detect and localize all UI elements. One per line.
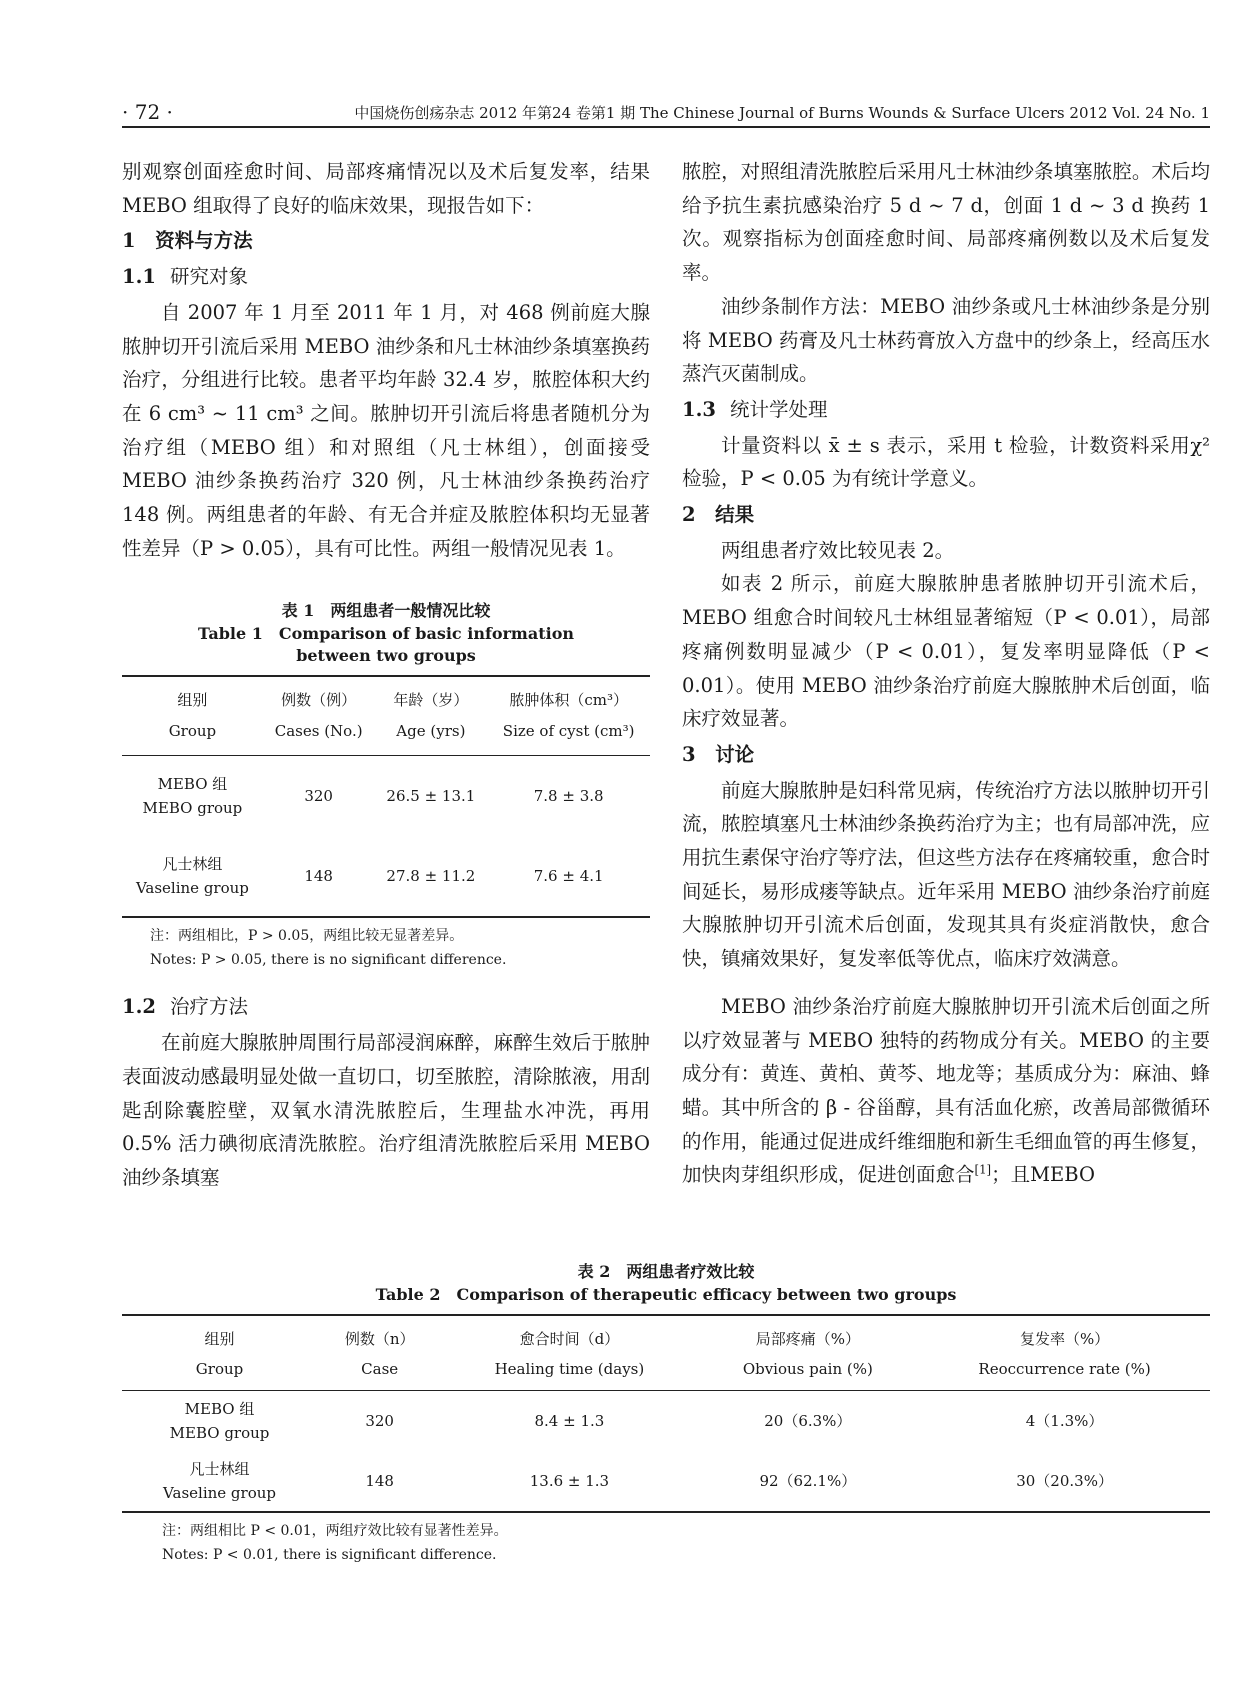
subsection-heading-subjects — [122, 260, 650, 294]
cases-cell: 320 — [365, 1412, 394, 1430]
table-2 — [122, 1260, 1210, 1567]
table-header-cn: 例数（例） — [281, 691, 357, 710]
subsection-number: 1.3 — [682, 397, 716, 421]
page-number: · 72 · — [122, 100, 173, 124]
discussion-tail: ；且MEBO — [991, 1163, 1095, 1187]
healing-time-cell: 13.6 ± 1.3 — [529, 1472, 610, 1490]
pain-cell: 92（62.1%） — [759, 1472, 857, 1490]
group-cell — [122, 1391, 317, 1452]
table-header-en: Reoccurrence rate (%) — [978, 1360, 1151, 1378]
table-1-caption-en-2: between two groups — [296, 646, 476, 666]
table-header-cn: 例数（n） — [344, 1330, 415, 1348]
table-1-caption-en-1: Table 1 Comparison of basic information — [197, 624, 575, 644]
intro-continuation: 别观察创面痊愈时间、局部疼痛情况以及术后复发率，结果 MEBO 组取得了良好的临床效果，现报告如下： — [122, 160, 650, 217]
group-en: MEBO group — [142, 799, 243, 818]
table-2-grid — [122, 1314, 1210, 1513]
table-1-grid — [122, 675, 650, 918]
group-cn: 凡士林组 — [162, 855, 223, 874]
table-row — [122, 1391, 1210, 1452]
section-heading-results: 2 结果 — [682, 503, 755, 527]
table-header-row — [122, 1354, 1210, 1391]
left-column — [122, 155, 650, 1195]
table-header-en: Group — [168, 722, 217, 741]
subsection-number: 1.1 — [122, 265, 156, 289]
paragraph-subjects: 自 2007 年 1 月至 2011 年 1 月，对 468 例前庭大腺脓肿切开引流后采用 MEBO 油纱条和凡士林油纱条填塞换药治疗，分组进行比较。患者平均年龄 32.4 岁，脓腔体积大约在 6 cm³ ~ 11 cm³ 之间。脓肿切开引流后将患者随机分为治疗组（MEBO 组）和对照组（凡士林组），创面接受 MEBO 油纱条换药治疗 320 例，凡士林油纱条换药治疗 148 例。两组患者的年龄、有无合并症及脓腔体积均无显著性差异（P > 0.05），具有可比性。两组一般情况见表 1。 — [122, 300, 650, 560]
table-1-note-cn: 注：两组相比，P > 0.05，两组比较无显著差异。 — [150, 928, 464, 945]
table-header-en: Healing time (days) — [494, 1360, 645, 1378]
table-header-row — [122, 715, 650, 756]
subsection-title: 治疗方法 — [169, 995, 248, 1019]
group-cell — [122, 756, 263, 837]
group-en: MEBO group — [169, 1424, 270, 1442]
table-2-notes — [122, 1519, 1210, 1567]
table-header-cn: 年龄（岁） — [393, 691, 469, 710]
page-header — [122, 100, 1210, 128]
table-header-cn: 脓肿体积（cm³） — [509, 691, 628, 710]
table-header-row — [122, 1315, 1210, 1354]
subsection-heading-treatment — [122, 990, 650, 1024]
group-cn: MEBO 组 — [184, 1400, 255, 1418]
table-1 — [122, 599, 650, 972]
table-header-cn: 复发率（%） — [1019, 1330, 1110, 1348]
table-1-notes — [122, 924, 650, 972]
running-head: 中国烧伤创疡杂志 2012 年第24 卷第1 期 The Chinese Journal of Burns Wounds & Surface Ulcers 2012 Vol. 24 No. 1 — [354, 104, 1210, 122]
section-heading-methods: 1 资料与方法 — [122, 229, 253, 253]
size-cell: 7.6 ± 4.1 — [533, 867, 604, 886]
table-1-note-en: Notes: P > 0.05, there is no significant difference. — [150, 952, 507, 969]
section-heading-discussion: 3 讨论 — [682, 742, 755, 766]
cases-cell: 148 — [304, 867, 333, 886]
paragraph-discussion-1: 前庭大腺脓肿是妇科常见病，传统治疗方法以脓肿切开引流，脓腔填塞凡士林油纱条换药治疗为主；也有局部冲洗，应用抗生素保守治疗等疗法，但这些方法存在疼痛较重，愈合时间延长，易形成瘘等缺点。近年采用 MEBO 油纱条治疗前庭大腺脓肿切开引流术后创面，发现其具有炎症消散快，愈合快，镇痛效果好，复发率低等优点，临床疗效满意。 — [682, 778, 1210, 971]
age-cell: 26.5 ± 13.1 — [386, 787, 476, 806]
paragraph-results-2: 如表 2 所示，前庭大腺脓肿患者脓肿切开引流术后，MEBO 组愈合时间较凡士林组显著缩短（P < 0.01），局部疼痛例数明显减少（P < 0.01），复发率明显降低（P < 0.01）。使用 MEBO 油纱条治疗前庭大腺脓肿术后创面，临床疗效显著。 — [682, 572, 1210, 731]
paragraph-treatment-continued: 脓腔，对照组清洗脓腔后采用凡士林油纱条填塞脓腔。术后均给予抗生素抗感染治疗 5 d ~ 7 d，创面 1 d ~ 3 d 换药 1 次。观察指标为创面痊愈时间、局部疼痛例数以及术后复发率。 — [682, 160, 1210, 285]
table-1-caption-cn: 表 1 两组患者一般情况比较 — [281, 601, 491, 621]
table-header-en: Age (yrs) — [396, 722, 466, 741]
table-header-row — [122, 676, 650, 715]
table-header-en: Obvious pain (%) — [742, 1360, 873, 1378]
table-row — [122, 1451, 1210, 1512]
citation-ref: [1] — [974, 1162, 992, 1177]
recurrence-cell: 30（20.3%） — [1016, 1472, 1113, 1490]
table-header-cn: 愈合时间（d） — [519, 1330, 620, 1348]
table-header-en: Cases (No.) — [274, 722, 363, 741]
table-header-en: Size of cyst (cm³) — [502, 722, 635, 741]
table-header-cn: 组别 — [177, 691, 208, 710]
group-cell — [122, 836, 263, 917]
pain-cell: 20（6.3%） — [764, 1412, 852, 1430]
group-en: Vaseline group — [135, 879, 249, 898]
group-cn: MEBO 组 — [157, 775, 228, 794]
subsection-title: 统计学处理 — [729, 397, 828, 421]
paragraph-treatment: 在前庭大腺脓肿周围行局部浸润麻醉，麻醉生效后于脓肿表面波动感最明显处做一直切口，切至脓腔，清除脓液，用刮匙刮除囊腔壁，双氧水清洗脓腔后，生理盐水冲洗，再用 0.5% 活力碘彻底清洗脓腔。治疗组清洗脓腔后采用 MEBO 油纱条填塞 — [122, 1031, 650, 1189]
age-cell: 27.8 ± 11.2 — [386, 867, 476, 886]
table-row — [122, 836, 650, 917]
table-row — [122, 756, 650, 837]
group-cn: 凡士林组 — [189, 1460, 250, 1478]
subsection-title: 研究对象 — [169, 265, 248, 289]
table-2-note-cn: 注：两组相比 P < 0.01，两组疗效比较有显著性差异。 — [162, 1523, 508, 1539]
size-cell: 7.8 ± 3.8 — [533, 787, 604, 806]
table-header-cn: 局部疼痛（%） — [755, 1330, 860, 1348]
table-2-caption-en: Table 2 Comparison of therapeutic efficacy between two groups — [375, 1285, 957, 1304]
cases-cell: 320 — [304, 787, 333, 806]
subsection-number: 1.2 — [122, 995, 156, 1019]
group-en: Vaseline group — [163, 1484, 276, 1502]
right-column — [682, 155, 1210, 1192]
paragraph-results-1: 两组患者疗效比较见表 2。 — [721, 538, 955, 562]
recurrence-cell: 4（1.3%） — [1025, 1412, 1104, 1430]
table-header-cn: 组别 — [204, 1330, 235, 1348]
table-2-caption-cn: 表 2 两组患者疗效比较 — [577, 1262, 755, 1281]
paragraph-statistics: 计量资料以 x̄ ± s 表示，采用 t 检验，计数资料采用χ² 检验，P < 0.05 为有统计学意义。 — [682, 433, 1210, 491]
table-header-en: Group — [195, 1360, 244, 1378]
healing-time-cell: 8.4 ± 1.3 — [534, 1412, 605, 1430]
group-cell — [122, 1451, 317, 1512]
table-2-note-en: Notes: P < 0.01, there is significant difference. — [162, 1547, 497, 1563]
table-header-en: Case — [361, 1360, 399, 1378]
paragraph-discussion-2 — [682, 990, 1210, 1192]
subsection-heading-statistics — [682, 393, 1210, 427]
cases-cell: 148 — [365, 1472, 394, 1490]
paragraph-gauze-preparation: 油纱条制作方法：MEBO 油纱条或凡士林油纱条是分别将 MEBO 药膏及凡士林药膏放入方盘中的纱条上，经高压水蒸汽灭菌制成。 — [682, 294, 1210, 386]
discussion-text: MEBO 油纱条治疗前庭大腺脓肿切开引流术后创面之所以疗效显著与 MEBO 独特的药物成分有关。MEBO 的主要成分有：黄连、黄柏、黄芩、地龙等；基质成分为：麻油、蜂蜡。其中所含的 β - 谷甾醇，具有活血化瘀，改善局部微循环的作用，能通过促进成纤维细胞和新生毛细血管的再生修复，加快肉芽组织形成，促进创面愈合 — [682, 994, 1210, 1187]
